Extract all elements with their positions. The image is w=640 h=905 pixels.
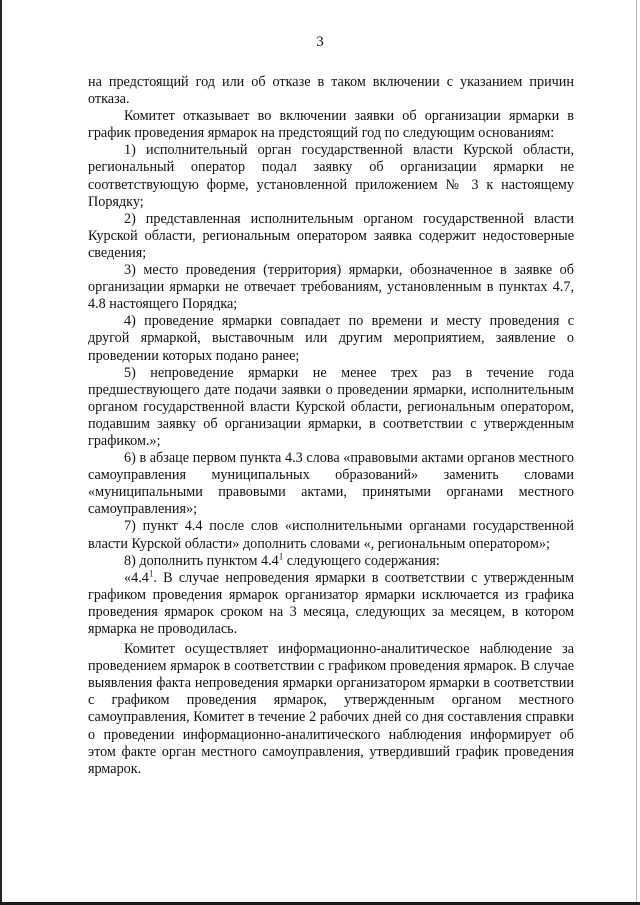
amendment-item-8-text: 8) дополнить пунктом 4.4	[124, 552, 279, 569]
scan-right-border	[636, 0, 637, 905]
list-item-2: 2) представленная исполнительным органом государственной власти Курской области, региональным оператором заявка содержит недостоверные сведения;	[88, 210, 574, 261]
clause-4-4-1-number: «4.4	[124, 569, 149, 586]
list-item-4: 4) проведение ярмарки совпадает по времени и месту проведения с другой ярмаркой, выставочным или другим мероприятием, заявление о проведении которых подано ранее;	[88, 313, 574, 364]
paragraph-monitoring: Комитет осуществляет информационно-аналитическое наблюдение за проведением ярмарок в соответствии с графиком проведения ярмарок. В случае выявления факта непроведения ярмарки организатором ярмарки в соответствии с графиком проведения ярмарок, утвержденным органом местного самоуправления, Комитет в течение 2 рабочих дней со дня составления справки о проведении информационно-аналитического наблюдения информирует об этом факте орган местного самоуправления, утвердивший график проведения ярмарок.	[88, 641, 574, 777]
clause-4-4-1	[88, 567, 574, 638]
list-item-1: 1) исполнительный орган государственной власти Курской области, региональный оператор подал заявку об организации ярмарки не соответствующую форме, установленной приложением № 3 к настоящему Порядку;	[88, 142, 574, 210]
list-item-5: 5) непроведение ярмарки не менее трех раз в течение года предшествующего дате подачи заявки о проведении ярмарки, исполнительным органом государственной власти Курской области, региональным оператором, подавшим заявку об организации ярмарки, в соответствии с утвержденным графиком.»;	[88, 364, 574, 449]
document-body	[88, 74, 574, 778]
amendment-item-7: 7) пункт 4.4 после слов «исполнительными органами государственной власти Курской области» дополнить словами «, региональным оператором»;	[88, 518, 574, 552]
page-number: 3	[316, 34, 324, 50]
list-item-3: 3) место проведения (территория) ярмарки, обозначенное в заявке об организации ярмарки не отвечает требованиям, установленным в пунктах 4.7, 4.8 настоящего Порядка;	[88, 262, 574, 313]
amendment-item-6: 6) в абзаце первом пункта 4.3 слова «правовыми актами органов местного самоуправления муниципальных образований» заменить словами «муниципальными правовыми актами, принятыми органами местного самоуправления»;	[88, 450, 574, 518]
superscript: 1	[148, 567, 154, 578]
superscript: 1	[278, 550, 284, 561]
amendment-item-8	[88, 550, 574, 570]
paragraph-refusal-grounds: Комитет отказывает во включении заявки об организации ярмарки в график проведения ярмарок на предстоящий год по следующим основаниям:	[88, 108, 574, 142]
paragraph-continuation: на предстоящий год или об отказе в таком включении с указанием причин отказа.	[88, 74, 574, 108]
scan-left-border	[0, 0, 2, 905]
clause-4-4-1-text: . В случае непроведения ярмарки в соответствии с утвержденным графиком проведения ярмарок организатор ярмарки исключается из графика проведения ярмарок сроком на 3 месяца, следующих за месяцем, в котором ярмарка не проводилась.	[88, 569, 574, 637]
amendment-item-8-tail: следующего содержания:	[283, 552, 440, 569]
